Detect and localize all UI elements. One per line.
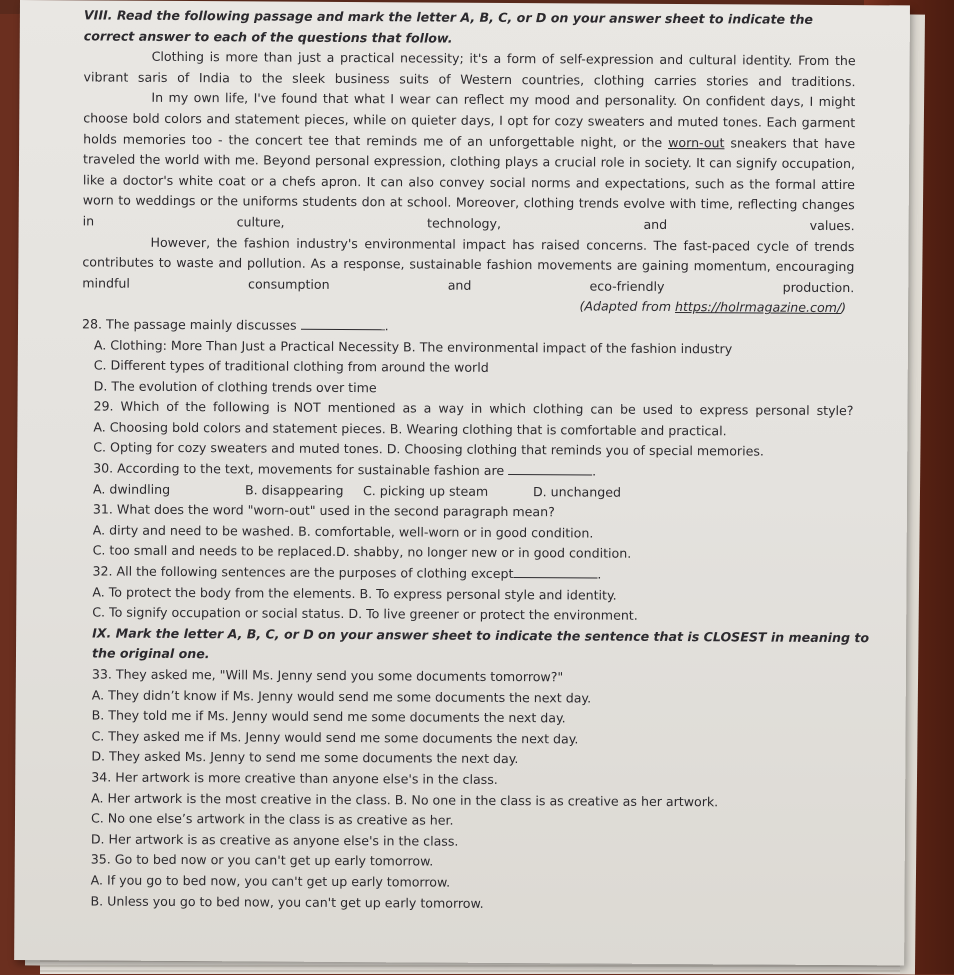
worksheet-page (14, 0, 910, 965)
q34-options-a-b: A. Her artwork is the most creative in the class. B. No one in the class is as creative as her artwork. (91, 790, 719, 809)
source-suffix: ) (841, 300, 847, 316)
question-30-stem: 30. According to the text, movements for sustainable fashion are (93, 460, 505, 479)
q29-options-a-b: A. Choosing bold colors and statement pieces. B. Wearing clothing that is comfortable and practical. (93, 419, 727, 439)
q30-option-a: A. dwindling (92, 481, 171, 497)
q29-options-c-d: C. Opting for cozy sweaters and muted tones. D. Choosing clothing that reminds you of special memories. (93, 439, 764, 460)
question-31-stem: 31. What does the word "worn-out" used in the second paragraph mean? (92, 501, 555, 520)
q33-option-c: C. They asked me if Ms. Jenny would send me some documents the next day. (91, 728, 579, 747)
q34-option-c: C. No one else’s artwork in the class is as creative as her. (90, 810, 454, 828)
answer-blank (301, 318, 385, 331)
source-link[interactable]: https://holrmagazine.com/ (674, 299, 842, 316)
q31-options-c-d: C. too small and needs to be replaced.D. shabby, no longer new or in good condition. (92, 542, 632, 562)
q28-options-a-b: A. Clothing: More Than Just a Practical Necessity B. The environmental impact of the fashion industry (93, 336, 733, 356)
section-ix-instruction-cont: the original one. (91, 645, 210, 662)
question-30: 30. According to the text, movements for sustainable fashion are . (93, 460, 597, 479)
q34-option-d: D. Her artwork is as creative as anyone else's in the class. (90, 831, 459, 849)
question-35-stem: 35. Go to bed now or you can't get up early tomorrow. (90, 851, 434, 869)
section-ix-instruction: IX. Mark the letter A, B, C, or D on your answer sheet to indicate the sentence that is CLOSEST in meaning to (92, 625, 870, 646)
q33-option-a: A. They didn’t know if Ms. Jenny would send me some documents the next day. (91, 687, 592, 706)
passage-paragraph-1: Clothing is more than just a practical necessity; it's a form of self-expression and cultural identity. From the vibrant saris of India to the sleek business suits of Western countries, clothing carries stories and traditions. (83, 48, 856, 89)
source-prefix: (Adapted from (579, 298, 676, 315)
worksheet-content (78, 5, 870, 916)
q33-option-d: D. They asked Ms. Jenny to send me some documents the next day. (91, 748, 519, 767)
passage-paragraph-3: However, the fashion industry's environmental impact has raised concerns. The fast-paced cycle of trends contributes to waste and pollution. As a response, sustainable fashion movements are gaining momentum, encouraging mindful consumption and eco-friendly production. (82, 234, 855, 295)
q28-option-d: D. The evolution of clothing trends over time (93, 378, 377, 395)
section-viii-instruction: VIII. Read the following passage and mark the letter A, B, C, or D on your answer sheet to indicate the (83, 7, 814, 27)
q30-option-b: B. disappearing (244, 482, 344, 498)
worn-out-word: worn-out (668, 134, 725, 150)
passage-paragraph-2 (83, 88, 856, 237)
q30-option-c: C. picking up steam (362, 482, 489, 499)
question-28-stem: 28. The passage mainly discusses (81, 316, 297, 333)
question-33-stem: 33. They asked me, "Will Ms. Jenny send you some documents tomorrow?" (91, 666, 564, 685)
q32-options-c-d: C. To signify occupation or social status. D. To live greener or protect the environment. (92, 604, 638, 624)
passage-paragraph-2-part-2: sneakers that have traveled the world with me. Beyond personal expression, clothing plays a crucial role in society. It can signify occupation, like a doctor's white coat or a chefs apron. It can also convey social norms and expectations, such as the formal attire worn to weddings or the uniforms students don at school. Moreover, clothing trends evolve with time, reflecting changes in culture, technology, and values. (82, 134, 856, 234)
q31-options-a-b: A. dirty and need to be washed. B. comfortable, well-worn or in good condition. (92, 522, 594, 541)
q32-options-a-b: A. To protect the body from the elements. B. To express personal style and identity. (92, 584, 617, 603)
q33-option-b: B. They told me if Ms. Jenny would send me some documents the next day. (91, 707, 566, 726)
q35-option-b: B. Unless you go to bed now, you can't get up early tomorrow. (90, 892, 484, 911)
q30-option-d: D. unchanged (532, 483, 622, 500)
q28-option-c: C. Different types of traditional clothing from around the world (93, 357, 489, 375)
question-32: 32. All the following sentences are the purposes of clothing except . (92, 563, 602, 582)
passage-paragraph-2-part-1: In my own life, I've found that what I wear can reflect my mood and personality. On confident days, I might choose bold colors and statement pieces, while on quieter days, I opt for cozy sweaters and muted tones. Each garment holds memories too - the concert tee that reminds me of an unforgettable night, or the (83, 90, 856, 150)
question-34-stem: 34. Her artwork is more creative than anyone else's in the class. (91, 769, 498, 787)
answer-blank (508, 463, 592, 476)
answer-blank (513, 566, 597, 579)
question-28: 28. The passage mainly discusses . (81, 316, 389, 334)
question-32-stem: 32. All the following sentences are the purposes of clothing except (92, 563, 514, 582)
q35-option-a: A. If you go to bed now, you can't get up early tomorrow. (90, 872, 451, 890)
question-29-stem: 29. Which of the following is NOT mentioned as a way in which clothing can be used to express personal style? (93, 398, 854, 419)
section-viii-instruction-cont: correct answer to each of the questions that follow. (83, 27, 453, 46)
